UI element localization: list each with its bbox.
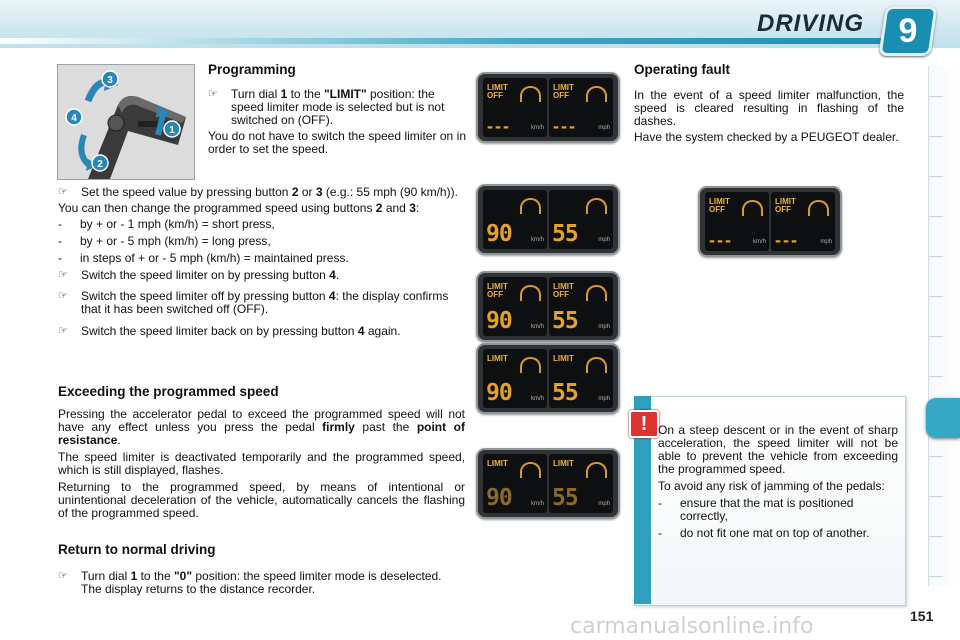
speedometer-icon	[520, 357, 541, 373]
fault-heading: Operating fault	[634, 62, 731, 77]
speedometer-icon	[520, 285, 541, 301]
callout-2: 2	[97, 159, 103, 170]
chapter-number: 9	[898, 12, 918, 50]
programming-heading: Programming	[208, 62, 296, 77]
speedometer-icon	[586, 462, 607, 478]
header-stripe	[0, 38, 900, 44]
warning-icon: !	[629, 410, 659, 438]
tab-divider	[929, 96, 943, 97]
callout-3: 3	[107, 75, 113, 86]
change-speed-text: You can then change the programmed speed using buttons 2 and 3:	[58, 201, 420, 215]
fault-paragraph-2: Have the system checked by a PEUGEOT dealer.	[634, 130, 899, 144]
tab-divider	[929, 576, 943, 577]
display-flashing-speed: LIMIT 90 km/h LIMIT 55 mph	[476, 448, 620, 519]
chapter-title: DRIVING	[756, 10, 864, 37]
speedometer-icon	[742, 200, 763, 216]
warning-content	[658, 424, 898, 540]
tab-divider	[929, 296, 943, 297]
speedometer-icon	[586, 285, 607, 301]
speedometer-icon	[520, 86, 541, 102]
warning-paragraph-1: On a steep descent or in the event of sharp acceleration, the speed limiter will not be able to prevent the vehicle from exceeding the programmed speed.	[658, 423, 898, 476]
list-item: - in steps of + or - 5 mph (km/h) = maintained press.	[58, 251, 349, 265]
speedometer-icon	[520, 198, 541, 214]
list-item: - by + or - 5 mph (km/h) = long press,	[58, 234, 271, 248]
tab-divider	[929, 376, 943, 377]
tab-divider	[929, 176, 943, 177]
warning-paragraph-2: To avoid any risk of jamming of the pedals:	[658, 479, 885, 493]
tab-divider	[929, 256, 943, 257]
bullet-icon: ☞	[58, 325, 68, 337]
exceeding-paragraph-1: Pressing the accelerator pedal to exceed the programmed speed will not have any effect unless you press the pedal firmly past the point of resistance.	[58, 407, 465, 447]
programming-step-3: ☞ Switch the speed limiter on by pressing button 4.	[58, 268, 340, 282]
side-index-tabs	[928, 66, 960, 586]
bullet-icon: ☞	[58, 570, 68, 582]
bullet-icon: ☞	[58, 186, 68, 198]
speedometer-icon	[520, 462, 541, 478]
chapter-badge	[878, 6, 937, 56]
exceeding-paragraph-3: Returning to the programmed speed, by means of intentional or unintentional deceleration of the vehicle, automatically cancels the flashing of the programmed speed.	[58, 480, 465, 520]
speedometer-icon	[586, 357, 607, 373]
tab-divider	[929, 336, 943, 337]
return-step: ☞ Turn dial 1 to the "0" position: the speed limiter mode is deselected. The display returns to the distance recorder.	[58, 569, 442, 596]
return-heading: Return to normal driving	[58, 542, 216, 557]
callout-1: 1	[169, 125, 175, 136]
list-item: - ensure that the mat is positioned correctly,	[658, 496, 854, 523]
tab-divider	[929, 536, 943, 537]
speedometer-icon	[586, 86, 607, 102]
exceeding-paragraph-2: The speed limiter is deactivated temporarily and the programmed speed, which is still displayed, flashes.	[58, 450, 465, 477]
watermark: carmanualsonline.info	[570, 614, 814, 639]
bullet-icon: ☞	[58, 269, 68, 281]
stalk-drawing	[58, 65, 194, 179]
display-limit-off-speed: LIMIT OFF 90 km/h LIMIT OFF 55 mph	[476, 271, 620, 342]
speedometer-icon	[808, 200, 829, 216]
exceeding-heading: Exceeding the programmed speed	[58, 384, 279, 399]
display-limit-on: LIMIT 90 km/h LIMIT 55 mph	[476, 343, 620, 414]
programming-step-1: ☞ Turn dial 1 to the "LIMIT" position: the speed limiter mode is selected but is not switched on (OFF). You do not have to switch the speed limiter on in order to set the speed.	[208, 87, 466, 156]
bullet-icon: ☞	[208, 88, 218, 100]
fault-paragraph-1: In the event of a speed limiter malfunction, the speed is cleared resulting in flashing of the dashes.	[634, 88, 904, 128]
tab-divider	[929, 456, 943, 457]
tab-divider	[929, 496, 943, 497]
display-speed-set: 90 km/h 55 mph	[476, 184, 620, 255]
bullet-icon: ☞	[58, 290, 68, 302]
tab-divider	[929, 216, 943, 217]
programming-step-4: ☞ Switch the speed limiter off by pressing button 4: the display confirms that it has been switched off (OFF).	[58, 289, 449, 316]
display-fault-dashes: LIMIT OFF --- km/h LIMIT OFF --- mph	[698, 186, 842, 257]
programming-body: ☞ Set the speed value by pressing button 2 or 3 (e.g.: 55 mph (90 km/h)). You can then change the programmed speed using buttons 2 and 3: - by + or - 1 mph (km/h) = short press, - by + or - 5 mph (km/h) = long press, - in steps of + or - 5 mph (km/h) = maintained press. ☞ Switch the speed limiter on by pressing button 4. ☞ Switch the speed limiter off by pressing button 4: the display confirms that it has been switched off (OFF). ☞ Switch the speed limiter back on by pressing button 4 again.	[58, 186, 465, 338]
stalk-illustration	[57, 64, 195, 180]
display-off-dashes: LIMIT OFF --- km/h LIMIT OFF --- mph	[476, 72, 620, 143]
tab-divider	[929, 136, 943, 137]
list-item: - by + or - 1 mph (km/h) = short press,	[58, 217, 275, 231]
list-item: - do not fit one mat on top of another.	[658, 526, 870, 540]
programming-note: You do not have to switch the speed limiter on in order to set the speed.	[208, 129, 466, 156]
page-number: 151	[910, 608, 934, 624]
active-chapter-tab[interactable]	[926, 398, 960, 438]
programming-step-5: ☞ Switch the speed limiter back on by pressing button 4 again.	[58, 324, 401, 338]
callout-4: 4	[71, 113, 77, 124]
speedometer-icon	[586, 198, 607, 214]
